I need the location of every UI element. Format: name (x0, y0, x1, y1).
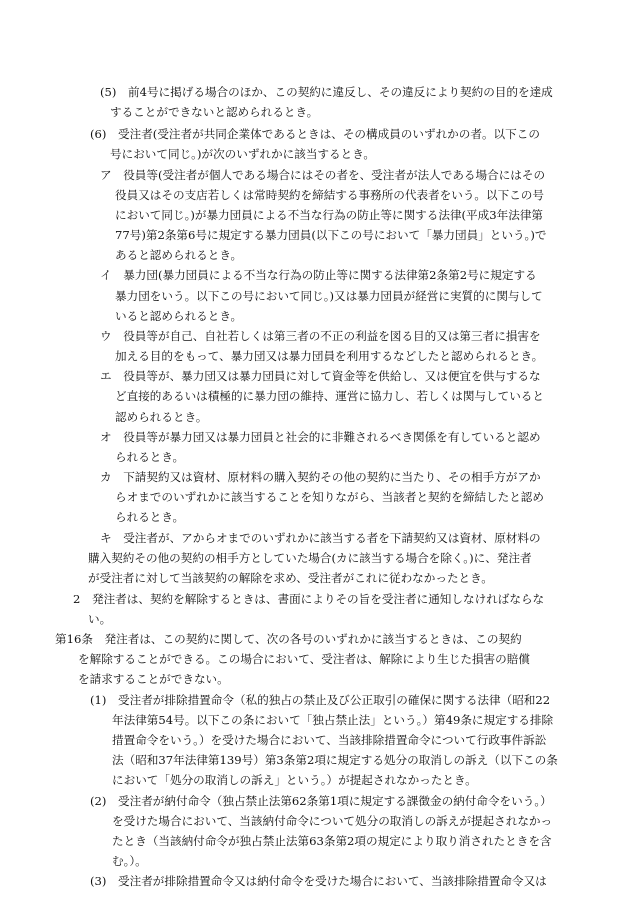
text-line: らオまでのいずれかに該当することを知りながら、当該者と契約を締結したと認め (115, 490, 544, 504)
text-line: られるとき。 (115, 450, 185, 464)
text-line: 暴力団をいう。以下この号において同じ。)又は暴力団員が経営に実質的に関与して (115, 289, 543, 303)
text-line: (6) 受注者(受注者が共同企業体であるときは、その構成員のいずれかの者。以下この (90, 127, 540, 141)
text-line: において同じ。)が暴力団員による不当な行為の防止等に関する法律(平成3年法律第 (115, 208, 544, 222)
text-line: オ 役員等が暴力団又は暴力団員と社会的に非難されるべき関係を有していると認め (100, 430, 541, 444)
text-line: 号において同じ。)が次のいずれかに該当するとき。 (110, 147, 375, 161)
text-line: 購入契約その他の契約の相手方としていた場合(カに該当する場合を除く。)に、発注者 (88, 551, 532, 565)
text-line: 第16条 発注者は、この契約に関して、次の各号のいずれかに該当するときは、この契約 (55, 632, 522, 646)
text-line: む。）。 (112, 854, 147, 868)
text-line: たとき（当該納付命令が独占禁止法第63条第2項の規定により取り消されたときを含 (112, 834, 552, 848)
text-line: カ 下請契約又は資材、原材料の購入契約その他の契約に当たり、その相手方がアか (100, 470, 541, 484)
text-line: 役員又はその支店若しくは常時契約を締結する事務所の代表者をいう。以下この号 (115, 188, 544, 202)
text-line: が受注者に対して当該契約の解除を求め、受注者がこれに従わなかったとき。 (88, 571, 493, 585)
text-line: 認められるとき。 (115, 410, 208, 424)
text-line: ア 役員等(受注者が個人である場合にはその者を、受注者が法人である場合にはその (100, 168, 546, 182)
text-line: (2) 受注者が納付命令（独占禁止法第62条第1項に規定する課徴金の納付命令をいう。） (90, 794, 552, 808)
text-line: いると認められるとき。 (115, 309, 243, 323)
text-line: を受けた場合において、当該納付命令について処分の取消しの訴えが提起されなかっ (112, 814, 553, 828)
text-line: することができないと認められるとき。 (110, 105, 319, 119)
text-line: ウ 役員等が自己、自社若しくは第三者の不正の利益を図る目的又は第三者に損害を (100, 329, 541, 343)
text-line: (5) 前4号に掲げる場合のほか、この契約に違反し、その違反により契約の目的を達成 (100, 85, 553, 99)
text-line: 77号)第2条第6号に規定する暴力団員(以下この号において「暴力団員」という。)で (115, 228, 547, 242)
text-line: 2 発注者は、契約を解除するときは、書面によりその旨を受注者に通知しなければならな (73, 592, 545, 606)
text-line: 加える目的をもって、暴力団又は暴力団員を利用するなどしたと認められるとき。 (115, 349, 544, 363)
text-line: (3) 受注者が排除措置命令又は納付命令を受けた場合において、当該排除措置命令又は (90, 874, 547, 888)
text-line: イ 暴力団(暴力団員による不当な行為の防止等に関する法律第2条第2号に規定する (100, 268, 537, 282)
text-line: において「処分の取消しの訴え」という。）が提起されなかったとき。 (112, 773, 477, 787)
text-line: (1) 受注者が排除措置命令（私的独占の禁止及び公正取引の確保に関する法律（昭和22 (90, 693, 551, 707)
text-line: エ 役員等が、暴力団又は暴力団員に対して資金等を供給し、又は便宜を供与するな (100, 369, 541, 383)
text-line: ど直接的あるいは積極的に暴力団の維持、運営に協力し、若しくは関与していると (115, 389, 544, 403)
text-line: い。 (88, 612, 112, 626)
text-line: あると認められるとき。 (115, 248, 243, 262)
text-line: キ 受注者が、アからオまでのいずれかに該当する者を下請契約又は資材、原材料の (100, 531, 541, 545)
text-line: 措置命令をいう。）を受けた場合において、当該排除措置命令について行政事件訴訟 (112, 733, 547, 747)
text-line: 年法律第54号。以下この条において「独占禁止法」という。）第49条に規定する排除 (112, 713, 554, 727)
text-line: を解除することができる。この場合において、受注者は、解除により生じた損害の賠償 (78, 652, 530, 666)
text-line: 法（昭和37年法律第139号）第3条第2項に規定する処分の取消しの訴え（以下この条 (112, 753, 558, 767)
text-line: を請求することができない。 (78, 672, 229, 686)
text-line: られるとき。 (115, 510, 185, 524)
